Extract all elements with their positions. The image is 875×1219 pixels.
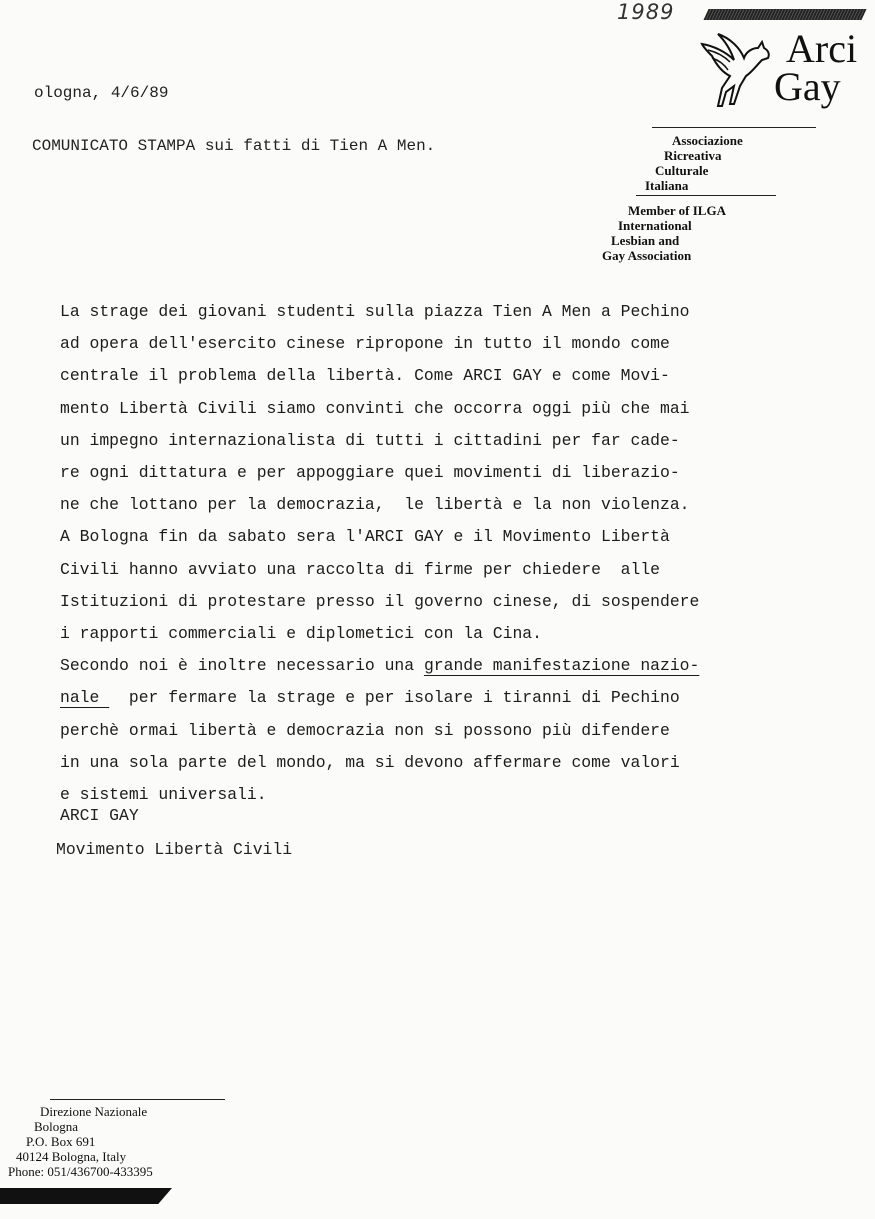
body-line-13-rest: per fermare la strage e per isolare i tiranni di Pechino [109, 688, 680, 708]
footer-line-5: Phone: 051/436700-433395 [8, 1164, 153, 1179]
body-line: centrale il problema della libertà. Come ARCI GAY e come Movi- [60, 366, 670, 386]
signature-org-1: ARCI GAY [60, 806, 139, 825]
body-line: e sistemi universali. [60, 785, 267, 805]
body-line: ne che lottano per la democrazia, le libertà e la non violenza. [60, 495, 690, 515]
arci-gay-logo [700, 26, 865, 116]
logo-word-arci: Arci [786, 26, 858, 71]
association-line-3: Culturale [655, 163, 709, 178]
underlined-phrase-part-1: grande manifestazione nazio- [423, 656, 700, 676]
membership-line-3: Lesbian and [611, 233, 680, 248]
association-line-4: Italiana [645, 178, 689, 193]
signature-org-2: Movimento Libertà Civili [56, 840, 293, 859]
body-line: i rapporti commerciali e diplometici con la Cina. [60, 624, 542, 644]
membership-line-1: Member of ILGA [628, 203, 726, 218]
body-line: Civili hanno avviato una raccolta di firme per chiedere alle [60, 559, 660, 579]
footer-line-1: Direzione Nazionale [40, 1104, 148, 1119]
date-line: ologna, 4/6/89 [34, 84, 169, 102]
body-line: Istituzioni di protestare presso il governo cinese, di sospendere [60, 591, 700, 611]
press-release-body [60, 296, 790, 811]
association-line-1: Associazione [672, 133, 743, 148]
letterhead-top-bar [703, 9, 866, 20]
body-line-12 [60, 650, 790, 682]
footer-line-4: 40124 Bologna, Italy [16, 1149, 127, 1164]
body-line: re ogni dittatura e per appoggiare quei movimenti di liberazio- [60, 463, 680, 483]
footer-line-3: P.O. Box 691 [26, 1134, 96, 1149]
underlined-phrase-part-2: nale [60, 688, 110, 708]
letterhead-bottom-bar [0, 1188, 172, 1204]
association-rule-top [652, 127, 816, 128]
body-line: La strage dei giovani studenti sulla piazza Tien A Men a Pechino [60, 302, 690, 321]
footer-rule [50, 1099, 225, 1100]
body-line-12-prefix: Secondo noi è inoltre necessario una [60, 656, 424, 676]
logo-word-gay: Gay [774, 64, 841, 109]
pegasus-icon [700, 30, 780, 110]
membership-line-4: Gay Association [602, 248, 692, 263]
body-line: ad opera dell'esercito cinese ripropone in tutto il mondo come [60, 334, 670, 354]
handwritten-year: 1989 [617, 0, 675, 24]
body-line: mento Libertà Civili siamo convinti che occorra oggi più che mai [60, 398, 690, 418]
association-line-2: Ricreativa [664, 148, 722, 163]
association-rule-bottom [636, 195, 776, 196]
body-line: A Bologna fin da sabato sera l'ARCI GAY e il Movimento Libertà [60, 527, 670, 547]
body-line-13 [60, 682, 790, 714]
subject-line: COMUNICATO STAMPA sui fatti di Tien A Men. [32, 137, 436, 155]
body-line: un impegno internazionalista di tutti i cittadini per far cade- [60, 430, 680, 450]
body-line: in una sola parte del mondo, ma si devono affermare come valori [60, 752, 680, 772]
body-line: perchè ormai libertà e democrazia non si possono più difendere [60, 720, 670, 740]
footer-line-2: Bologna [34, 1119, 79, 1134]
membership-line-2: International [618, 218, 692, 233]
